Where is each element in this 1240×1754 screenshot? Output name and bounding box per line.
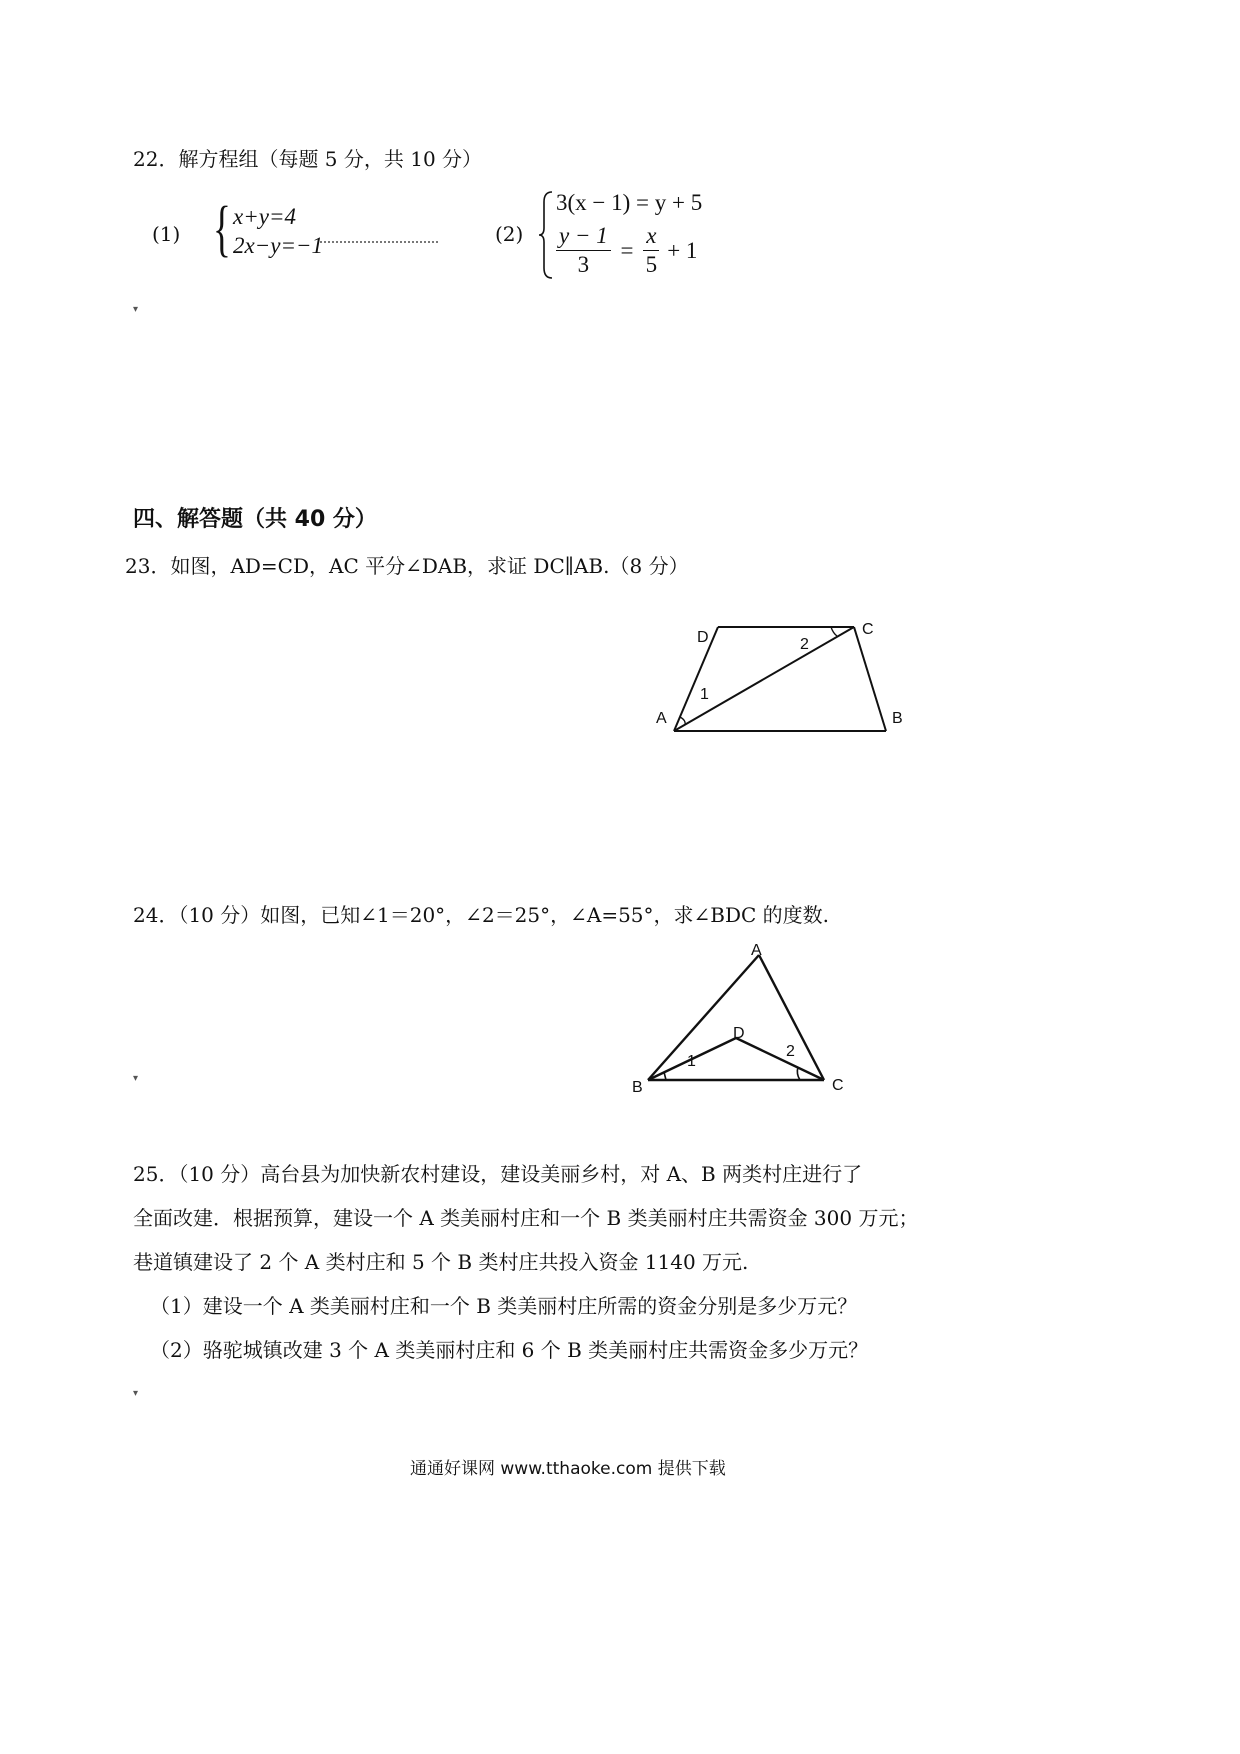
q22-part1-eq2: 2x−y=−1 [233,233,323,258]
label-c: C [862,621,874,638]
label-a: A [656,710,667,727]
plus-one: + 1 [667,237,698,263]
angle-mark-c [831,627,837,636]
label-angle-1: 1 [687,1053,696,1070]
q25-line3: 巷道镇建设了 2 个 A 类村庄和 5 个 B 类村庄共投入资金 1140 万元. [133,1250,749,1274]
label-c: C [832,1077,844,1094]
q23-figure [640,610,920,750]
footer-text: 通通好课网 www.tthaoke.com 提供下载 [410,1459,726,1479]
q22-part2-eq1: 3(x − 1) = y + 5 [556,190,703,215]
angle-mark-a [680,717,685,725]
label-angle-2: 2 [786,1043,795,1060]
frac2-numerator: x [643,222,659,251]
label-d: D [733,1025,745,1042]
q22-part1-eq1: x+y=4 [233,204,296,229]
q24-figure [620,940,860,1100]
q25-sub1: （1）建设一个 A 类美丽村庄和一个 B 类美丽村庄所需的资金分别是多少万元？ [150,1294,858,1318]
q22-part2-label: (2) [495,222,524,246]
q25-sub2: （2）骆驼城镇改建 3 个 A 类美丽村庄和 6 个 B 类美丽村庄共需资金多少万元？ [150,1338,869,1362]
q22-title: 22．解方程组（每题 5 分，共 10 分） [133,147,483,171]
q23-text: 23．如图，AD=CD，AC 平分∠DAB，求证 DC∥AB.（8 分） [125,554,689,578]
q25-line1: 25．（10 分）高台县为加快新农村建设，建设美丽乡村，对 A、B 两类村庄进行了 [133,1162,863,1186]
label-angle-2: 2 [800,636,809,653]
paragraph-mark: ▾ [133,304,139,315]
q25-line2: 全面改建．根据预算，建设一个 A 类美丽村庄和一个 B 类美丽村庄共需资金 300 万元； [133,1206,919,1230]
q22-part2-brace [538,190,554,280]
frac1-denominator: 3 [577,252,590,277]
q22-dotted-line [320,241,438,243]
label-a: A [751,942,762,959]
equals-sign: = [620,237,634,263]
paragraph-mark: ▾ [133,1388,139,1399]
fraction-x-over-5 [643,222,659,279]
q24-text: 24．（10 分）如图，已知∠1＝20°，∠2＝25°，∠A=55°，求∠BDC 的度数. [133,903,830,927]
fraction-y-minus-1-over-3 [556,222,611,279]
label-d: D [697,629,709,646]
q22-part1-brace: { [213,195,231,263]
triangle [648,955,824,1080]
q22-part2-eq2 [556,222,697,279]
frac2-denominator: 5 [645,252,658,277]
section-title: 四、解答题（共 40 分） [133,507,377,532]
q22-part1-label: (1) [152,222,181,246]
paragraph-mark: ▾ [133,1073,139,1084]
label-b: B [632,1079,643,1096]
label-b: B [892,710,903,727]
label-angle-1: 1 [700,686,709,703]
frac1-numerator: y − 1 [556,222,611,251]
